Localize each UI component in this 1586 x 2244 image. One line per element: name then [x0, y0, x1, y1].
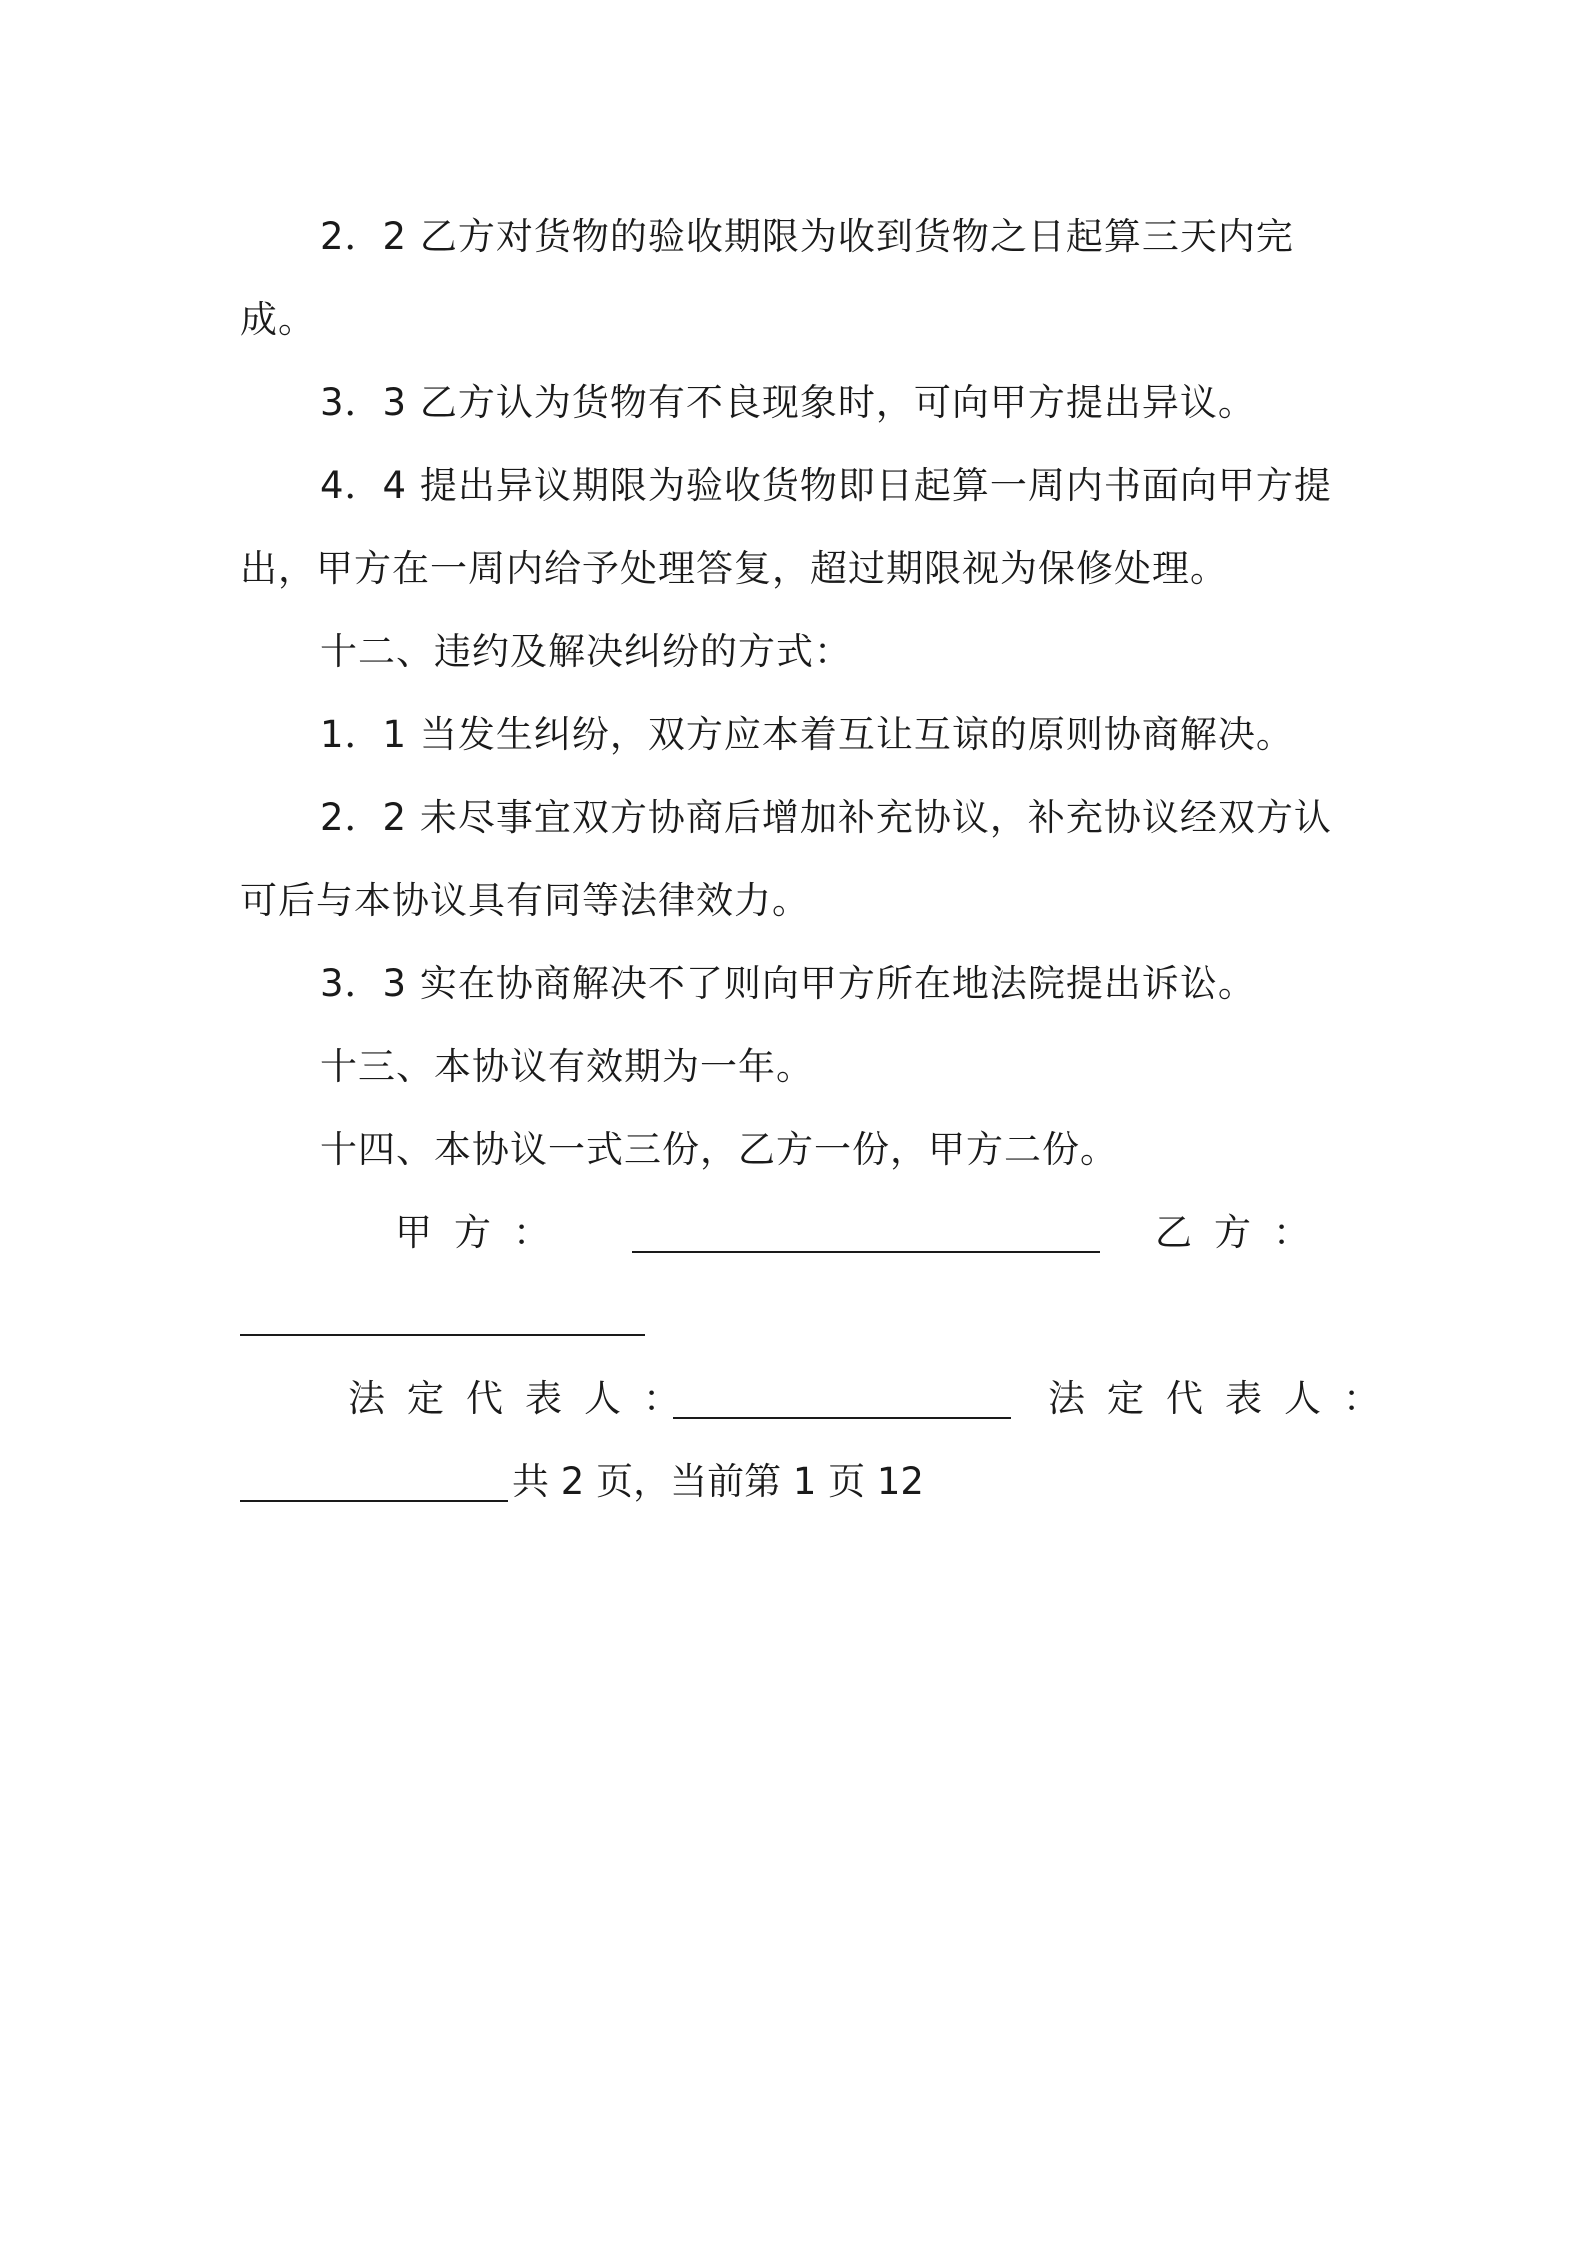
party-b-label: 乙方：	[1155, 1211, 1332, 1254]
party-b-signature-blank	[240, 1284, 645, 1336]
clause-12-1-1: 1．1 当发生纠纷，双方应本着互让互谅的原则协商解决。	[320, 713, 1294, 756]
rep-b-label: 法定代表人：	[1048, 1377, 1402, 1420]
rep-b-signature-blank	[240, 1450, 508, 1502]
section-13: 十三、本协议有效期为一年。	[320, 1045, 814, 1088]
rep-a-signature-blank	[673, 1367, 1011, 1419]
signature-row-party-b-blank	[240, 1274, 1350, 1357]
signature-row-representatives	[240, 1357, 1402, 1440]
section-14: 十四、本协议一式三份，乙方一份，甲方二份。	[320, 1128, 1118, 1171]
signature-row-rep-b-blank	[240, 1440, 1350, 1523]
clause-12-2-2: 2．2 未尽事宜双方协商后增加补充协议，补充协议经双方认可后与本协议具有同等法律效力。	[240, 796, 1332, 922]
party-a-signature-blank	[632, 1201, 1100, 1253]
clause-2-2: 2．2 乙方对货物的验收期限为收到货物之日起算三天内完成。	[240, 215, 1294, 341]
clause-3-3: 3．3 乙方认为货物有不良现象时，可向甲方提出异议。	[320, 381, 1256, 424]
rep-a-label: 法定代表人：	[348, 1377, 702, 1420]
signature-row-parties	[240, 1191, 1350, 1274]
clause-12-3-3: 3．3 实在协商解决不了则向甲方所在地法院提出诉讼。	[320, 962, 1256, 1005]
clause-4-4: 4．4 提出异议期限为验收货物即日起算一周内书面向甲方提出，甲方在一周内给予处理答复，超过期限视为保修处理。	[240, 464, 1332, 590]
page-info: 共 2 页，当前第 1 页 12	[512, 1460, 924, 1503]
section-12-heading: 十二、违约及解决纠纷的方式：	[320, 630, 852, 673]
document-body	[240, 195, 1402, 1523]
party-a-label: 甲方：	[395, 1211, 572, 1254]
